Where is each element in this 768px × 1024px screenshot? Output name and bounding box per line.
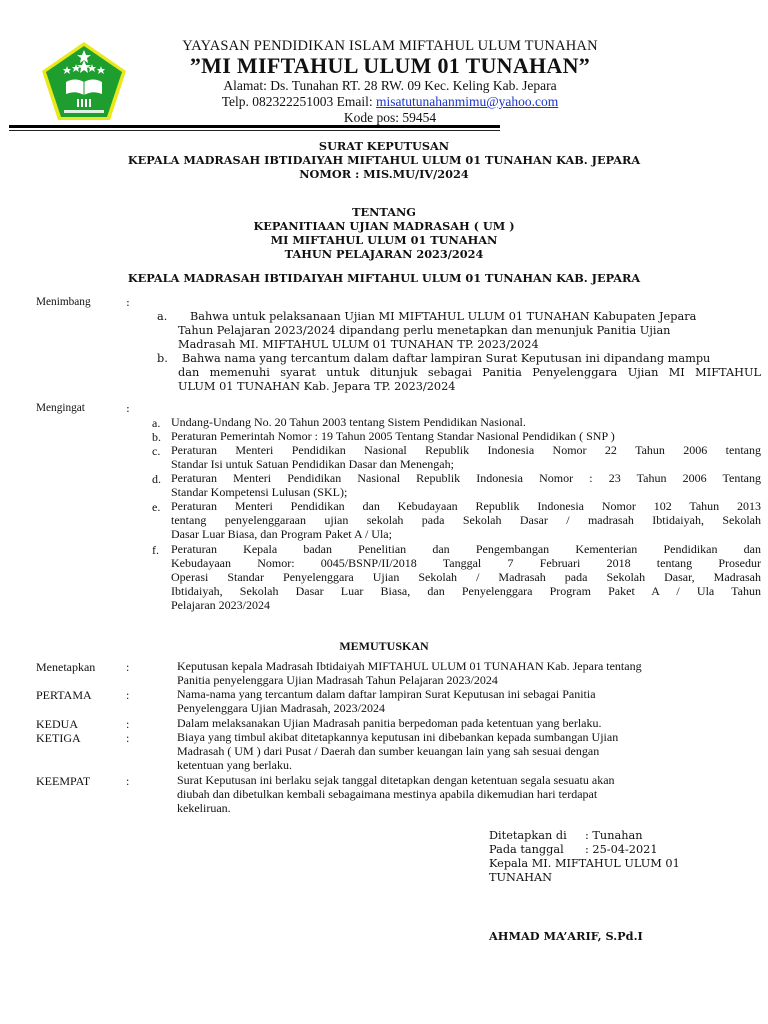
decree-number: NOMOR : MIS.MU/IV/2024 [299,167,469,181]
madrasah-ibtidaiyah-emblem-icon [40,40,128,122]
subject-heading: TENTANG [352,205,416,219]
date-label: Pada tanggal [489,843,564,856]
contact-line [150,94,630,110]
subject-line-2: MI MIFTAHUL ULUM 01 TUNAHAN [270,233,498,247]
place-label: Ditetapkan di [489,829,567,842]
signatory-name: AHMAD MA’ARIF, S.Pd.I [489,929,643,943]
school-logo [40,40,128,122]
letterhead [150,38,630,126]
issuer: KEPALA MADRASAH IBTIDAIYAH MIFTAHUL ULUM 01 TUNAHAN KAB. JEPARA [127,153,641,167]
authority: KEPALA MADRASAH IBTIDAIYAH MIFTAHUL ULUM 01 TUNAHAN KAB. JEPARA [127,271,641,285]
place-value: : Tunahan [585,829,643,842]
email-link[interactable]: misatutunahanmimu@yahoo.com [376,94,559,109]
date-value: : 25-04-2021 [585,843,658,856]
position-line-2: TUNAHAN [489,871,552,884]
school-address: Alamat: Ds. Tunahan RT. 28 RW. 09 Kec. Keling Kab. Jepara [223,78,557,93]
menimbang-label: Menimbang [36,296,91,308]
subject-line-3: TAHUN PELAJARAN 2023/2024 [284,247,484,261]
foundation-name: YAYASAN PENDIDIKAN ISLAM MIFTAHUL ULUM TUNAHAN [182,38,598,54]
memutuskan-heading: MEMUTUSKAN [339,639,429,653]
subject-line-1: KEPANITIAAN UJIAN MADRASAH ( UM ) [253,219,515,233]
mengingat-label: Mengingat [36,402,85,414]
postal-code: Kode pos: 59454 [343,110,437,125]
position-line-1: Kepala MI. MIFTAHUL ULUM 01 [489,857,680,870]
mengingat-colon: : [126,402,130,415]
document-type: SURAT KEPUTUSAN [318,139,450,153]
menimbang-colon: : [126,296,130,309]
school-name: ”MI MIFTAHUL ULUM 01 TUNAHAN” [189,53,591,78]
phone-text: Telp. 082322251003 Email: [221,94,376,109]
